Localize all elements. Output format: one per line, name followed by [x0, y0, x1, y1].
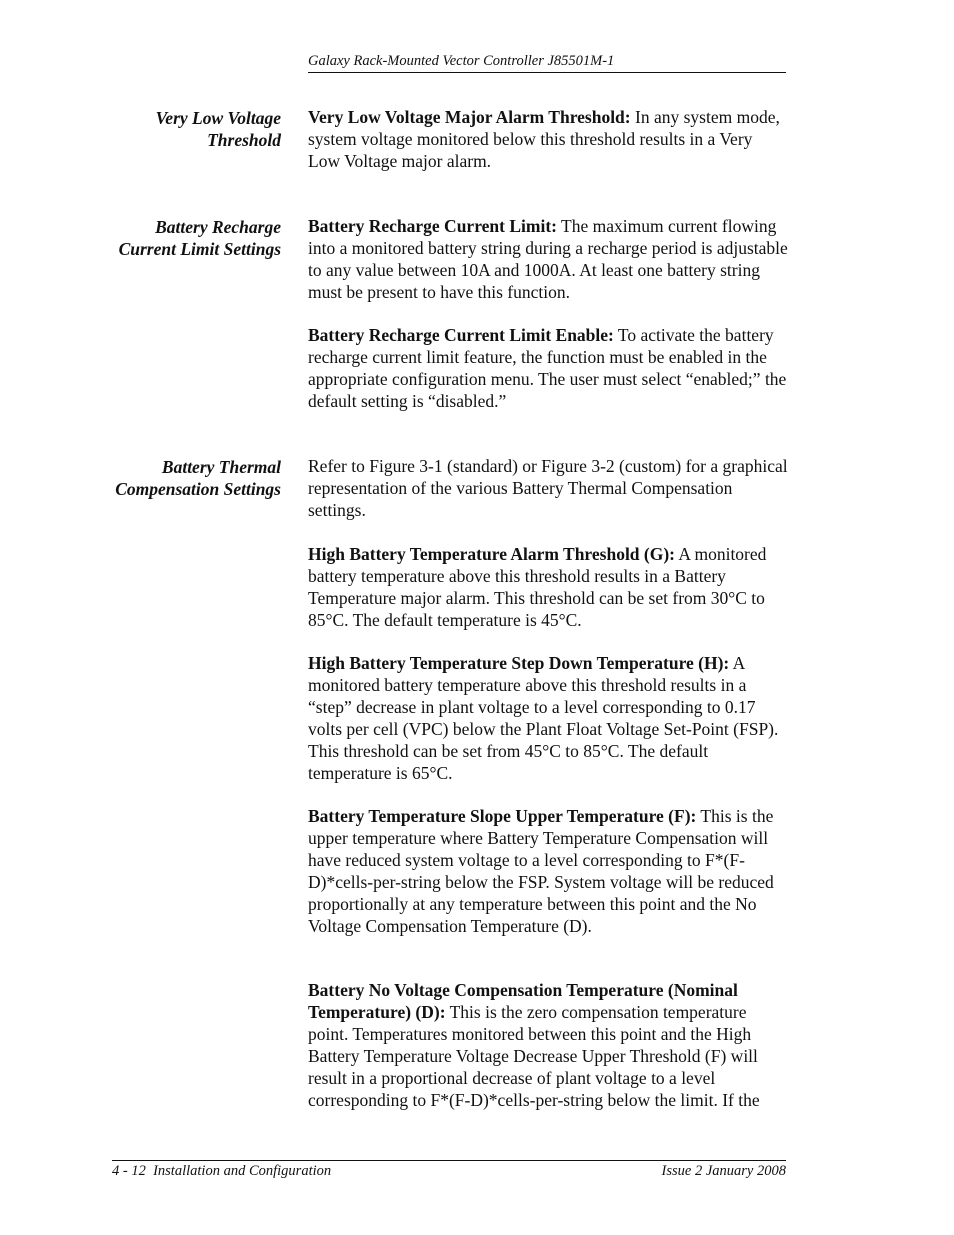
paragraph-lead: Battery Recharge Current Limit Enable: — [308, 325, 614, 345]
header-rule — [308, 72, 786, 73]
paragraph-text: A monitored battery temperature above this threshold results in a “step” decrease in plant voltage to a level corresponding to 0.17 volts per cell (VPC) below the Plant Float Voltage Set-Point (FSP). This threshold can be set from 45°C to 85°C. The default temperature is 65°C. — [308, 653, 779, 783]
paragraph-very-low-voltage-alarm — [308, 107, 788, 173]
paragraph-recharge-limit-enable — [308, 325, 788, 413]
side-heading-battery-recharge: Battery Recharge Current Limit Settings — [118, 217, 281, 259]
side-heading-thermal-compensation: Battery Thermal Compensation Settings — [115, 457, 281, 499]
paragraph-text: This is the upper temperature where Battery Temperature Compensation will have reduced system voltage to a level corresponding to F*(F-D)*cells-per-string below the FSP. System voltage will be reduced proportionally at any temperature between this point and the No Voltage Compensation Temperature (D). — [308, 806, 774, 936]
paragraph-text: In any system mode, system voltage monitored below this threshold results in a Very Low Voltage major alarm. — [308, 107, 780, 171]
paragraph-lead: High Battery Temperature Step Down Temperature (H): — [308, 653, 730, 673]
paragraph-text: A monitored battery temperature above this threshold results in a Battery Temperature major alarm. This threshold can be set from 30°C to 85°C. The default temperature is 45°C. — [308, 544, 767, 630]
paragraph-step-down-temp — [308, 653, 788, 784]
footer-issue-date: Issue 2 January 2008 — [661, 1163, 786, 1179]
paragraph-text: This is the zero compensation temperature point. Temperatures monitored between this point and the High Battery Temperature Voltage Decrease Upper Threshold (F) will result in a proportional decrease of plant voltage to a level corresponding to F*(F-D)*cells-per-string below the limit. If the — [308, 1001, 760, 1110]
paragraph-lead: High Battery Temperature Alarm Threshold (G): — [308, 544, 676, 564]
side-heading-very-low-voltage: Very Low Voltage Threshold — [155, 108, 281, 150]
paragraph-lead: Battery Temperature Slope Upper Temperature (F): — [308, 806, 697, 826]
paragraph-text: To activate the battery recharge current limit feature, the function must be enabled in the appropriate configuration menu. The user must select “enabled;” the default setting is “disabled.” — [308, 325, 787, 411]
paragraph-lead: Battery Recharge Current Limit: — [308, 216, 557, 236]
footer-page-section: 4 - 12 Installation and Configuration — [112, 1163, 332, 1179]
paragraph-recharge-current-limit — [308, 216, 788, 304]
paragraph-lead: Very Low Voltage Major Alarm Threshold: — [308, 107, 631, 127]
running-header-title: Galaxy Rack-Mounted Vector Controller J85501M-1 — [308, 53, 615, 69]
footer-rule — [112, 1160, 786, 1161]
paragraph-lead: Battery No Voltage Compensation Temperature (Nominal Temperature) (D): — [308, 980, 738, 1022]
paragraph-figure-reference — [308, 456, 788, 522]
paragraph-high-temp-alarm — [308, 544, 788, 632]
paragraph-no-voltage-comp-temp — [308, 980, 788, 1111]
paragraph-text: Refer to Figure 3-1 (standard) or Figure 3-2 (custom) for a graphical representation of the various Battery Thermal Compensation settings. — [308, 456, 788, 520]
paragraph-slope-upper-temp — [308, 806, 788, 937]
paragraph-text: The maximum current flowing into a monitored battery string during a recharge period is adjustable to any value between 10A and 1000A. At least one battery string must be present to have this function. — [308, 216, 788, 302]
